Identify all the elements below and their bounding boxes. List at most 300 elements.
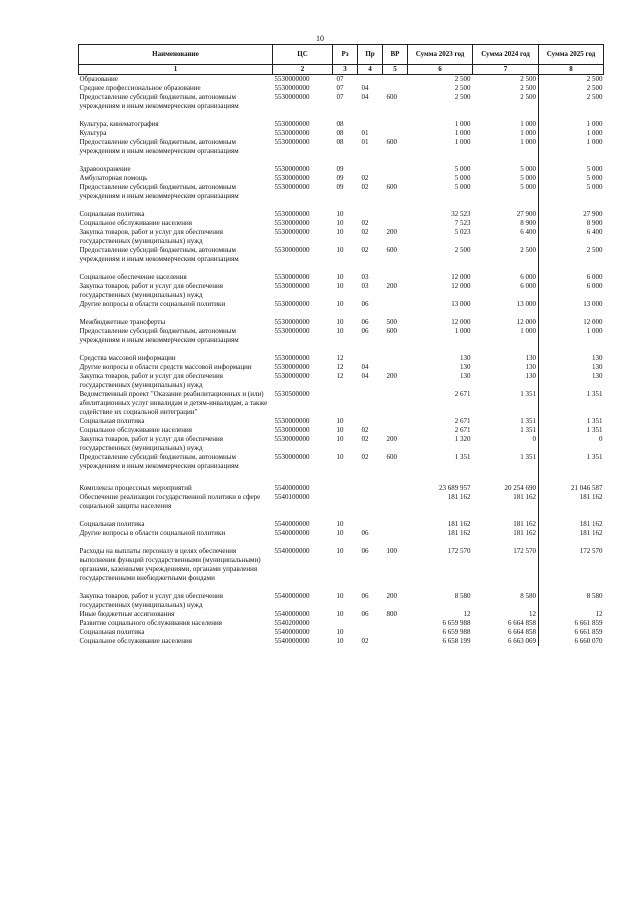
spacer-cell — [408, 111, 473, 120]
spacer-cell — [273, 156, 333, 165]
cell-pr — [358, 493, 383, 511]
cell-pr: 01 — [361, 129, 369, 137]
spacer-cell — [79, 471, 273, 484]
cell-name: Предоставление субсидий бюджетным, автономным учреждениям и иным некоммерческим организациям — [79, 246, 239, 263]
cell-name: Закупка товаров, работ и услуг для обеспечения государственных (муниципальных) нужд — [79, 228, 223, 245]
cell-name: Обеспечение реализации государственной политики в сфере социальной защиты населения — [79, 493, 261, 510]
spacer-cell — [79, 156, 273, 165]
table-row — [79, 129, 604, 138]
cell-sum-2025: 27 900 — [539, 210, 604, 219]
cell-vr — [383, 354, 408, 363]
cell-name: Средства массовой информации — [79, 354, 176, 362]
cell-sum-2023: 181 162 — [447, 529, 471, 537]
cell-sum-2024: 1 000 — [520, 129, 536, 137]
cell-pr: 06 — [361, 529, 369, 537]
cell-rz: 10 — [336, 318, 344, 326]
cell-vr — [383, 165, 408, 174]
cell-rz: 10 — [336, 273, 344, 281]
cell-sum-2024: 130 — [525, 354, 536, 362]
cell-vr: 600 — [386, 138, 397, 146]
column-number: 4 — [358, 65, 383, 75]
spacer-cell — [358, 111, 383, 120]
cell-vr: 100 — [386, 547, 397, 555]
cell-sum-2024: 130 — [525, 372, 536, 380]
cell-rz: 10 — [336, 282, 344, 290]
cell-sum-2024: 1 000 — [520, 120, 536, 128]
cell-sum-2024: 2 500 — [520, 84, 536, 92]
cell-pr: 06 — [361, 318, 369, 326]
column-number: 6 — [408, 65, 473, 75]
cell-rz: 10 — [336, 453, 344, 461]
cell-sum-2024: 181 162 — [513, 529, 536, 537]
table-row — [79, 174, 604, 183]
cell-pr — [358, 354, 383, 363]
cell-rz: 10 — [336, 210, 344, 218]
spacer-cell — [333, 111, 358, 120]
cell-rz: 10 — [336, 637, 344, 645]
cell-sum-2024: 27 900 — [516, 210, 536, 218]
spacer-cell — [333, 309, 358, 318]
cell-rz: 10 — [336, 417, 344, 425]
cell-vr — [383, 493, 408, 511]
cell-pr — [358, 628, 383, 637]
spacer-cell — [358, 511, 383, 520]
spacer-cell — [383, 583, 408, 592]
cell-sum-2025: 130 — [539, 354, 604, 363]
cell-vr — [383, 174, 408, 183]
spacer-cell — [408, 345, 473, 354]
table-row — [79, 417, 604, 426]
cell-rz: 07 — [336, 93, 344, 101]
spacer-row — [79, 264, 604, 273]
cell-sum-2025: 8 900 — [539, 219, 604, 228]
table-row — [79, 435, 604, 453]
cell-sum-2024: 1 000 — [520, 327, 536, 335]
cell-cs: 5530000000 — [274, 165, 310, 173]
spacer-cell — [408, 201, 473, 210]
table-row — [79, 183, 604, 201]
cell-cs: 5530000000 — [274, 228, 310, 236]
cell-vr — [383, 520, 408, 529]
spacer-cell — [408, 309, 473, 318]
cell-sum-2024: 0 — [532, 435, 536, 443]
cell-pr: 03 — [361, 282, 369, 290]
header-sum-2025: Сумма 2025 год — [539, 45, 604, 65]
table-row — [79, 453, 604, 471]
spacer-cell — [358, 156, 383, 165]
table-body — [79, 75, 604, 647]
spacer-cell — [333, 345, 358, 354]
cell-cs: 5530000000 — [274, 282, 310, 290]
cell-pr: 02 — [361, 435, 369, 443]
cell-cs: 5530000000 — [274, 75, 310, 83]
table-row — [79, 592, 604, 610]
header-row — [79, 45, 604, 65]
cell-vr: 800 — [386, 610, 397, 618]
cell-cs: 5530000000 — [274, 219, 310, 227]
cell-sum-2024: 130 — [525, 363, 536, 371]
cell-sum-2025: 2 500 — [539, 93, 604, 111]
cell-pr: 02 — [361, 246, 369, 254]
cell-pr: 06 — [361, 592, 369, 600]
cell-pr: 01 — [361, 138, 369, 146]
cell-vr — [383, 300, 408, 309]
cell-sum-2024: 8 900 — [520, 219, 536, 227]
cell-rz: 10 — [336, 246, 344, 254]
table-row — [79, 354, 604, 363]
cell-sum-2023: 12 000 — [451, 318, 471, 326]
cell-vr — [383, 628, 408, 637]
cell-sum-2023: 1 320 — [454, 435, 471, 443]
cell-sum-2025: 1 000 — [539, 129, 604, 138]
cell-rz: 12 — [336, 363, 344, 371]
cell-sum-2023: 6 659 988 — [442, 628, 471, 636]
spacer-cell — [408, 511, 473, 520]
spacer-cell — [539, 264, 604, 273]
cell-cs: 5540000000 — [274, 637, 310, 645]
spacer-cell — [408, 538, 473, 547]
cell-cs: 5540200000 — [274, 619, 310, 627]
cell-sum-2025: 181 162 — [539, 493, 604, 511]
cell-sum-2023: 5 000 — [454, 165, 471, 173]
spacer-cell — [273, 201, 333, 210]
cell-sum-2023: 5 000 — [454, 183, 471, 191]
cell-sum-2023: 2 671 — [454, 417, 471, 425]
spacer-cell — [333, 471, 358, 484]
header-pr: Пр — [358, 45, 383, 65]
spacer-cell — [333, 201, 358, 210]
table-row — [79, 300, 604, 309]
spacer-row — [79, 156, 604, 165]
cell-pr — [358, 619, 383, 628]
table-row — [79, 619, 604, 628]
cell-sum-2025: 8 580 — [539, 592, 604, 610]
table-row — [79, 120, 604, 129]
cell-pr — [358, 75, 383, 85]
cell-sum-2025: 5 000 — [539, 165, 604, 174]
spacer-cell — [383, 309, 408, 318]
cell-rz: 10 — [336, 300, 344, 308]
cell-cs: 5530000000 — [274, 138, 310, 146]
cell-vr — [383, 529, 408, 538]
table-row — [79, 165, 604, 174]
spacer-row — [79, 111, 604, 120]
cell-sum-2023: 130 — [460, 354, 471, 362]
spacer-cell — [79, 264, 273, 273]
cell-cs: 5530000000 — [274, 354, 310, 362]
cell-rz — [333, 619, 358, 628]
spacer-row — [79, 201, 604, 210]
cell-sum-2025: 130 — [539, 363, 604, 372]
cell-rz: 08 — [336, 138, 344, 146]
cell-cs: 5530000000 — [274, 273, 310, 281]
cell-sum-2025: 6 660 070 — [539, 637, 604, 646]
header-vr: ВР — [383, 45, 408, 65]
spacer-row — [79, 309, 604, 318]
cell-cs: 5530000000 — [274, 84, 310, 92]
cell-vr: 200 — [386, 372, 397, 380]
spacer-cell — [539, 309, 604, 318]
cell-rz: 10 — [336, 628, 344, 636]
cell-sum-2023: 2 500 — [454, 75, 471, 83]
cell-sum-2023: 6 658 199 — [442, 637, 471, 645]
cell-sum-2025: 2 500 — [539, 246, 604, 264]
cell-sum-2023: 2 500 — [454, 246, 471, 254]
cell-cs: 5530000000 — [274, 363, 310, 371]
cell-sum-2023: 2 671 — [454, 390, 471, 398]
cell-pr: 04 — [361, 84, 369, 92]
cell-sum-2025: 1 351 — [539, 453, 604, 471]
cell-name: Культура, кинематография — [79, 120, 159, 128]
cell-name: Предоставление субсидий бюджетным, автономным учреждениям и иным некоммерческим организациям — [79, 93, 239, 110]
cell-vr: 600 — [386, 453, 397, 461]
cell-sum-2024: 2 500 — [520, 246, 536, 254]
cell-vr — [383, 75, 408, 85]
cell-sum-2024: 1 351 — [520, 453, 536, 461]
spacer-cell — [473, 471, 539, 484]
cell-sum-2024: 1 351 — [520, 390, 536, 398]
spacer-cell — [358, 264, 383, 273]
cell-sum-2024: 6 000 — [520, 273, 536, 281]
spacer-cell — [539, 345, 604, 354]
spacer-cell — [383, 345, 408, 354]
cell-cs: 5530000000 — [274, 327, 310, 335]
cell-vr: 200 — [386, 435, 397, 443]
cell-vr — [383, 637, 408, 646]
cell-name: Развитие социального обслуживания населения — [79, 619, 223, 627]
spacer-cell — [273, 309, 333, 318]
cell-sum-2024: 5 000 — [520, 174, 536, 182]
cell-rz: 12 — [336, 354, 344, 362]
cell-vr: 600 — [386, 93, 397, 101]
cell-sum-2023: 1 351 — [454, 453, 471, 461]
cell-vr — [383, 129, 408, 138]
cell-pr: 02 — [361, 637, 369, 645]
cell-cs: 5540000000 — [274, 610, 310, 618]
cell-sum-2024: 13 000 — [516, 300, 536, 308]
spacer-cell — [383, 264, 408, 273]
cell-sum-2024: 2 500 — [520, 75, 536, 83]
cell-vr: 600 — [386, 183, 397, 191]
cell-pr: 06 — [361, 300, 369, 308]
spacer-cell — [473, 511, 539, 520]
cell-rz: 10 — [336, 529, 344, 537]
cell-sum-2023: 23 689 957 — [439, 484, 471, 492]
cell-pr — [358, 484, 383, 493]
column-number: 8 — [539, 65, 604, 75]
spacer-cell — [273, 345, 333, 354]
cell-sum-2023: 12 — [463, 610, 471, 618]
table-row — [79, 547, 604, 583]
cell-sum-2023: 12 000 — [451, 273, 471, 281]
cell-pr: 04 — [361, 363, 369, 371]
cell-pr — [358, 417, 383, 426]
spacer-row — [79, 538, 604, 547]
cell-name: Здравоохранение — [79, 165, 131, 173]
table-row — [79, 484, 604, 493]
cell-name: Социальное обслуживание населения — [79, 219, 192, 227]
cell-name: Закупка товаров, работ и услуг для обеспечения государственных (муниципальных) нужд — [79, 282, 223, 299]
cell-cs: 5530000000 — [274, 453, 310, 461]
cell-cs: 5540000000 — [274, 592, 310, 600]
table-row — [79, 75, 604, 85]
cell-sum-2025: 6 000 — [539, 282, 604, 300]
cell-pr: 06 — [361, 327, 369, 335]
cell-name: Ведомственный проект "Оказание реабилитационных и (или) абилитационных услуг инвалидам и детям-инвалидам, а также содействие их социальной интеграции" — [79, 390, 268, 416]
cell-vr: 200 — [386, 592, 397, 600]
table-row — [79, 628, 604, 637]
cell-sum-2023: 5 000 — [454, 174, 471, 182]
spacer-cell — [383, 511, 408, 520]
spacer-cell — [358, 583, 383, 592]
spacer-cell — [79, 345, 273, 354]
spacer-cell — [408, 264, 473, 273]
cell-cs: 5530000000 — [274, 183, 310, 191]
cell-sum-2024: 5 000 — [520, 165, 536, 173]
cell-name: Образование — [79, 75, 118, 83]
cell-name: Закупка товаров, работ и услуг для обеспечения государственных (муниципальных) нужд — [79, 372, 223, 389]
cell-sum-2023: 8 580 — [454, 592, 471, 600]
cell-sum-2023: 6 659 988 — [442, 619, 471, 627]
cell-rz: 08 — [336, 120, 344, 128]
spacer-row — [79, 511, 604, 520]
cell-name: Социальное обслуживание населения — [79, 426, 192, 434]
cell-rz: 08 — [336, 129, 344, 137]
cell-name: Комплексы процессных мероприятий — [79, 484, 192, 492]
cell-rz: 07 — [336, 75, 344, 83]
cell-cs: 5540000000 — [274, 628, 310, 636]
cell-sum-2023: 181 162 — [447, 493, 471, 501]
cell-sum-2025: 1 000 — [539, 120, 604, 129]
cell-sum-2024: 1 351 — [520, 417, 536, 425]
cell-sum-2024: 2 500 — [520, 93, 536, 101]
cell-sum-2025: 181 162 — [539, 529, 604, 538]
cell-vr — [383, 273, 408, 282]
cell-cs: 5530000000 — [274, 174, 310, 182]
cell-sum-2024: 6 400 — [520, 228, 536, 236]
cell-name: Предоставление субсидий бюджетным, автономным учреждениям и иным некоммерческим организациям — [79, 453, 239, 470]
cell-name: Социальная политика — [79, 417, 145, 425]
table-row — [79, 637, 604, 646]
cell-sum-2024: 181 162 — [513, 520, 536, 528]
cell-sum-2025: 172 570 — [539, 547, 604, 583]
cell-cs: 5530000000 — [274, 372, 310, 380]
spacer-cell — [539, 471, 604, 484]
cell-sum-2025: 5 000 — [539, 174, 604, 183]
spacer-cell — [383, 111, 408, 120]
table-row — [79, 363, 604, 372]
cell-name: Социальная политика — [79, 520, 145, 528]
cell-vr — [383, 619, 408, 628]
cell-vr — [383, 219, 408, 228]
cell-name: Закупка товаров, работ и услуг для обеспечения государственных (муниципальных) нужд — [79, 435, 223, 452]
table-row — [79, 529, 604, 538]
cell-name: Социальная политика — [79, 210, 145, 218]
cell-vr — [383, 210, 408, 219]
cell-name: Предоставление субсидий бюджетным, автономным учреждениям и иным некоммерческим организациям — [79, 183, 239, 200]
cell-sum-2024: 12 000 — [516, 318, 536, 326]
table-row — [79, 327, 604, 345]
cell-sum-2025: 12 — [539, 610, 604, 619]
column-number: 5 — [383, 65, 408, 75]
cell-vr: 600 — [386, 327, 397, 335]
cell-pr: 04 — [361, 93, 369, 101]
spacer-cell — [79, 511, 273, 520]
spacer-cell — [79, 583, 273, 592]
cell-cs: 5530500000 — [274, 390, 310, 398]
cell-sum-2025: 1 351 — [539, 426, 604, 435]
spacer-cell — [333, 511, 358, 520]
cell-sum-2023: 130 — [460, 372, 471, 380]
spacer-cell — [333, 583, 358, 592]
cell-sum-2025: 1 351 — [539, 390, 604, 417]
table-row — [79, 93, 604, 111]
spacer-cell — [539, 511, 604, 520]
spacer-cell — [358, 538, 383, 547]
table-row — [79, 318, 604, 327]
spacer-cell — [473, 583, 539, 592]
spacer-cell — [273, 471, 333, 484]
cell-pr: 02 — [361, 228, 369, 236]
spacer-cell — [333, 538, 358, 547]
spacer-cell — [358, 201, 383, 210]
spacer-cell — [333, 156, 358, 165]
header-cs: ЦС — [273, 45, 333, 65]
cell-name: Иные бюджетные ассигнования — [79, 610, 175, 618]
table-row — [79, 610, 604, 619]
cell-sum-2024: 20 254 690 — [504, 484, 536, 492]
cell-cs: 5530000000 — [274, 120, 310, 128]
cell-sum-2025: 6 661 859 — [539, 619, 604, 628]
column-number-row — [79, 65, 604, 75]
cell-name: Другие вопросы в области социальной политики — [79, 529, 226, 537]
cell-cs: 5540100000 — [274, 493, 310, 501]
cell-name: Расходы на выплаты персоналу в целях обеспечения выполнения функций государственными (муниципальными) органами, казенными учреждениями, органами управления государственными внебюджетными фондами — [79, 547, 261, 582]
cell-cs: 5530000000 — [274, 93, 310, 101]
cell-pr: 04 — [361, 372, 369, 380]
cell-rz — [333, 390, 358, 417]
spacer-cell — [333, 264, 358, 273]
spacer-row — [79, 345, 604, 354]
spacer-cell — [539, 156, 604, 165]
cell-sum-2023: 1 000 — [454, 120, 471, 128]
cell-rz — [333, 493, 358, 511]
cell-sum-2025: 2 500 — [539, 75, 604, 85]
cell-sum-2023: 2 500 — [454, 84, 471, 92]
spacer-cell — [539, 111, 604, 120]
cell-pr: 02 — [361, 219, 369, 227]
cell-rz — [333, 484, 358, 493]
cell-pr — [358, 210, 383, 219]
table-row — [79, 520, 604, 529]
spacer-cell — [539, 583, 604, 592]
spacer-cell — [473, 538, 539, 547]
cell-pr: 03 — [361, 273, 369, 281]
cell-rz: 12 — [336, 372, 344, 380]
cell-cs: 5530000000 — [274, 210, 310, 218]
cell-sum-2023: 7 523 — [454, 219, 471, 227]
spacer-cell — [358, 471, 383, 484]
cell-sum-2023: 172 570 — [447, 547, 471, 555]
cell-vr — [383, 484, 408, 493]
spacer-cell — [473, 309, 539, 318]
cell-vr — [383, 390, 408, 417]
spacer-cell — [473, 111, 539, 120]
cell-sum-2025: 0 — [539, 435, 604, 453]
cell-sum-2025: 21 046 587 — [539, 484, 604, 493]
spacer-cell — [273, 583, 333, 592]
column-number: 2 — [273, 65, 333, 75]
